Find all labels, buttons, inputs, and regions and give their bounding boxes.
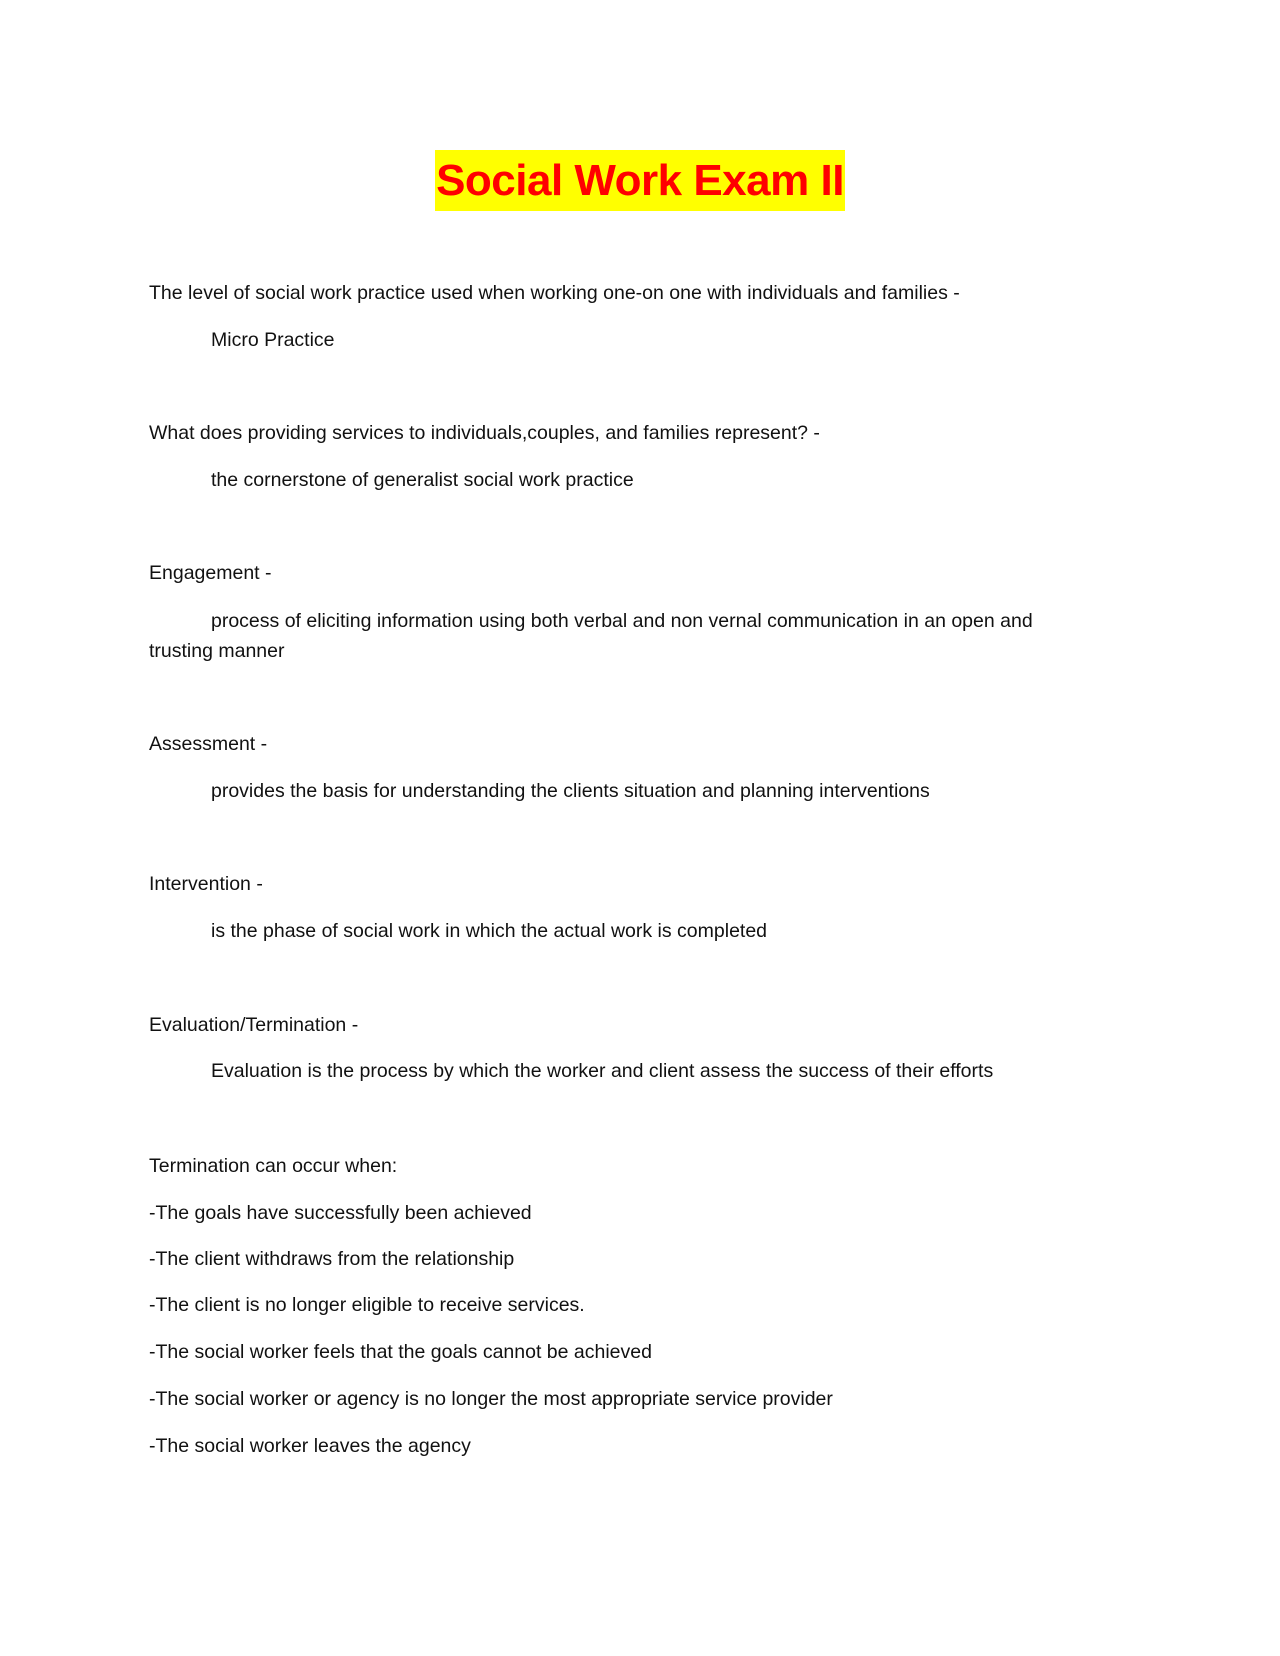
termination-bullet: -The social worker leaves the agency [149,1435,471,1457]
question-1: The level of social work practice used when working one-on one with individuals and families - [149,282,960,304]
question-5: Intervention - [149,873,263,895]
question-6: Evaluation/Termination - [149,1014,359,1036]
answer-1: Micro Practice [211,329,335,351]
answer-6: Evaluation is the process by which the worker and client assess the success of their efforts [211,1060,994,1082]
termination-heading: Termination can occur when: [149,1155,398,1177]
termination-bullet: -The goals have successfully been achieved [149,1202,532,1224]
question-2: What does providing services to individuals,couples, and families represent? - [149,422,820,444]
termination-bullet: -The social worker or agency is no longer the most appropriate service provider [149,1388,833,1410]
termination-bullet: -The client withdraws from the relationship [149,1248,515,1270]
answer-2: the cornerstone of generalist social work practice [211,469,634,491]
answer-3-continued: trusting manner [149,640,285,662]
question-3: Engagement - [149,562,272,584]
question-4: Assessment - [149,733,268,755]
document-title: Social Work Exam II [435,150,845,211]
answer-3: process of eliciting information using both verbal and non vernal communication in an open and [211,610,1033,632]
answer-5: is the phase of social work in which the actual work is completed [211,920,768,942]
termination-bullet: -The social worker feels that the goals cannot be achieved [149,1341,652,1363]
answer-4: provides the basis for understanding the clients situation and planning interventions [211,780,930,802]
termination-bullet: -The client is no longer eligible to receive services. [149,1294,585,1316]
